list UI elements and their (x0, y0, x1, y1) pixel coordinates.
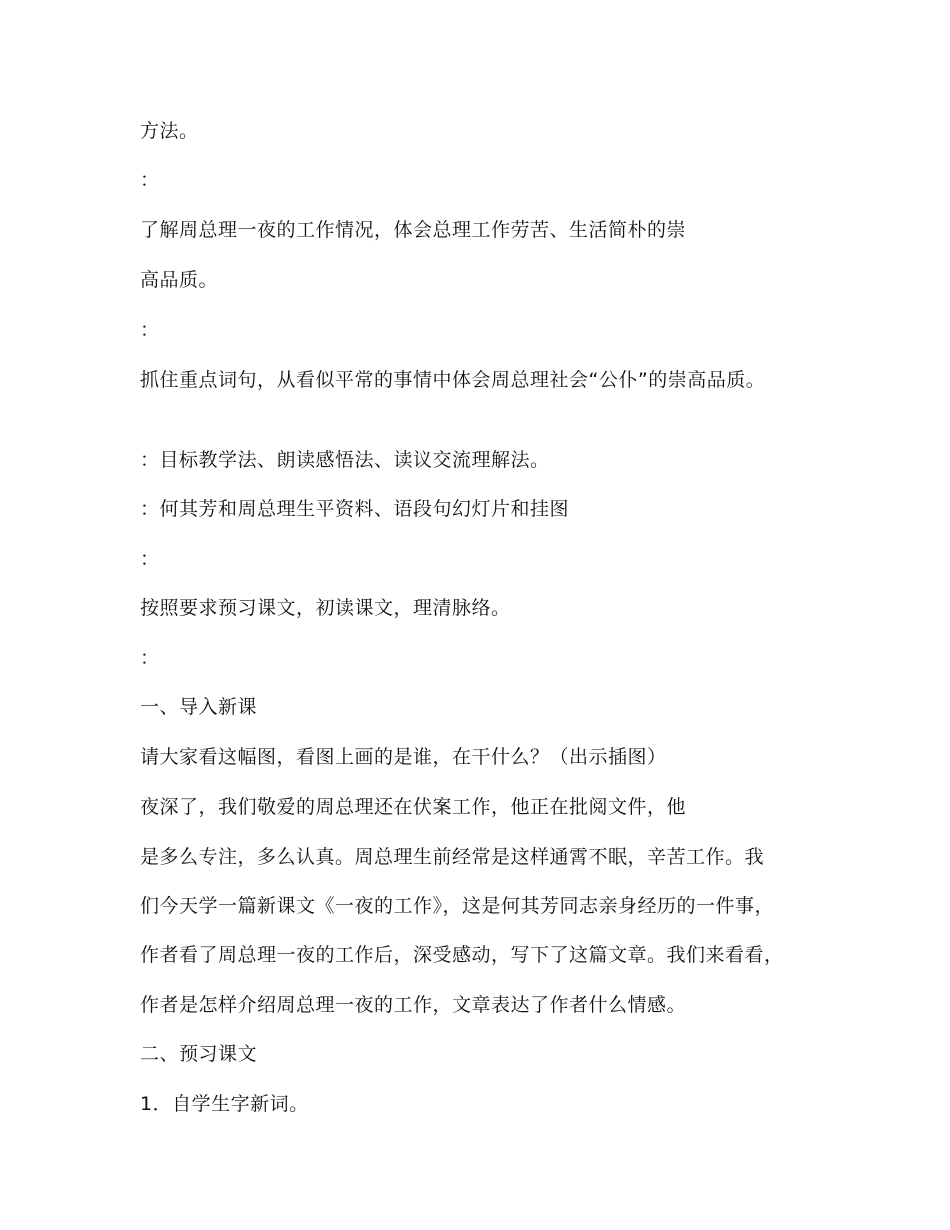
text-line: ： (140, 169, 160, 191)
section-heading: 一、导入新课 (140, 696, 258, 718)
text-line: 作者是怎样介绍周总理一夜的工作，文章表达了作者什么情感。 (140, 994, 687, 1016)
text-line: 1．自学生字新词。 (140, 1093, 309, 1115)
text-line: ： (140, 647, 160, 669)
text-line: ： (140, 319, 160, 341)
text-line: 是多么专注，多么认真。周总理生前经常是这样通霄不眠，辛苦工作。我 (140, 846, 765, 868)
text-line: ：何其芳和周总理生平资料、语段句幻灯片和挂图 (140, 498, 570, 520)
text-line: ：目标教学法、朗读感悟法、读议交流理解法。 (140, 449, 550, 471)
section-heading: 二、预习课文 (140, 1043, 258, 1065)
text-line: 了解周总理一夜的工作情况，体会总理工作劳苦、生活简朴的崇 (140, 219, 687, 241)
text-line: 抓住重点词句，从看似平常的事情中体会周总理社会“公仆”的崇高品质。 (140, 369, 766, 391)
text-line: 方法。 (140, 120, 199, 142)
text-line: 高品质。 (140, 269, 219, 291)
text-line: ： (140, 548, 160, 570)
text-line: 夜深了，我们敬爱的周总理还在伏案工作，他正在批阅文件，他 (140, 796, 687, 818)
text-line: 们今天学一篇新课文《一夜的工作》，这是何其芳同志亲身经历的一件事， (140, 895, 775, 917)
text-line: 按照要求预习课文，初读课文，理清脉络。 (140, 597, 511, 619)
text-line: 作者看了周总理一夜的工作后，深受感动，写下了这篇文章。我们来看看， (140, 944, 784, 966)
text-line: 请大家看这幅图，看图上画的是谁，在干什么？（出示插图） (140, 746, 667, 768)
